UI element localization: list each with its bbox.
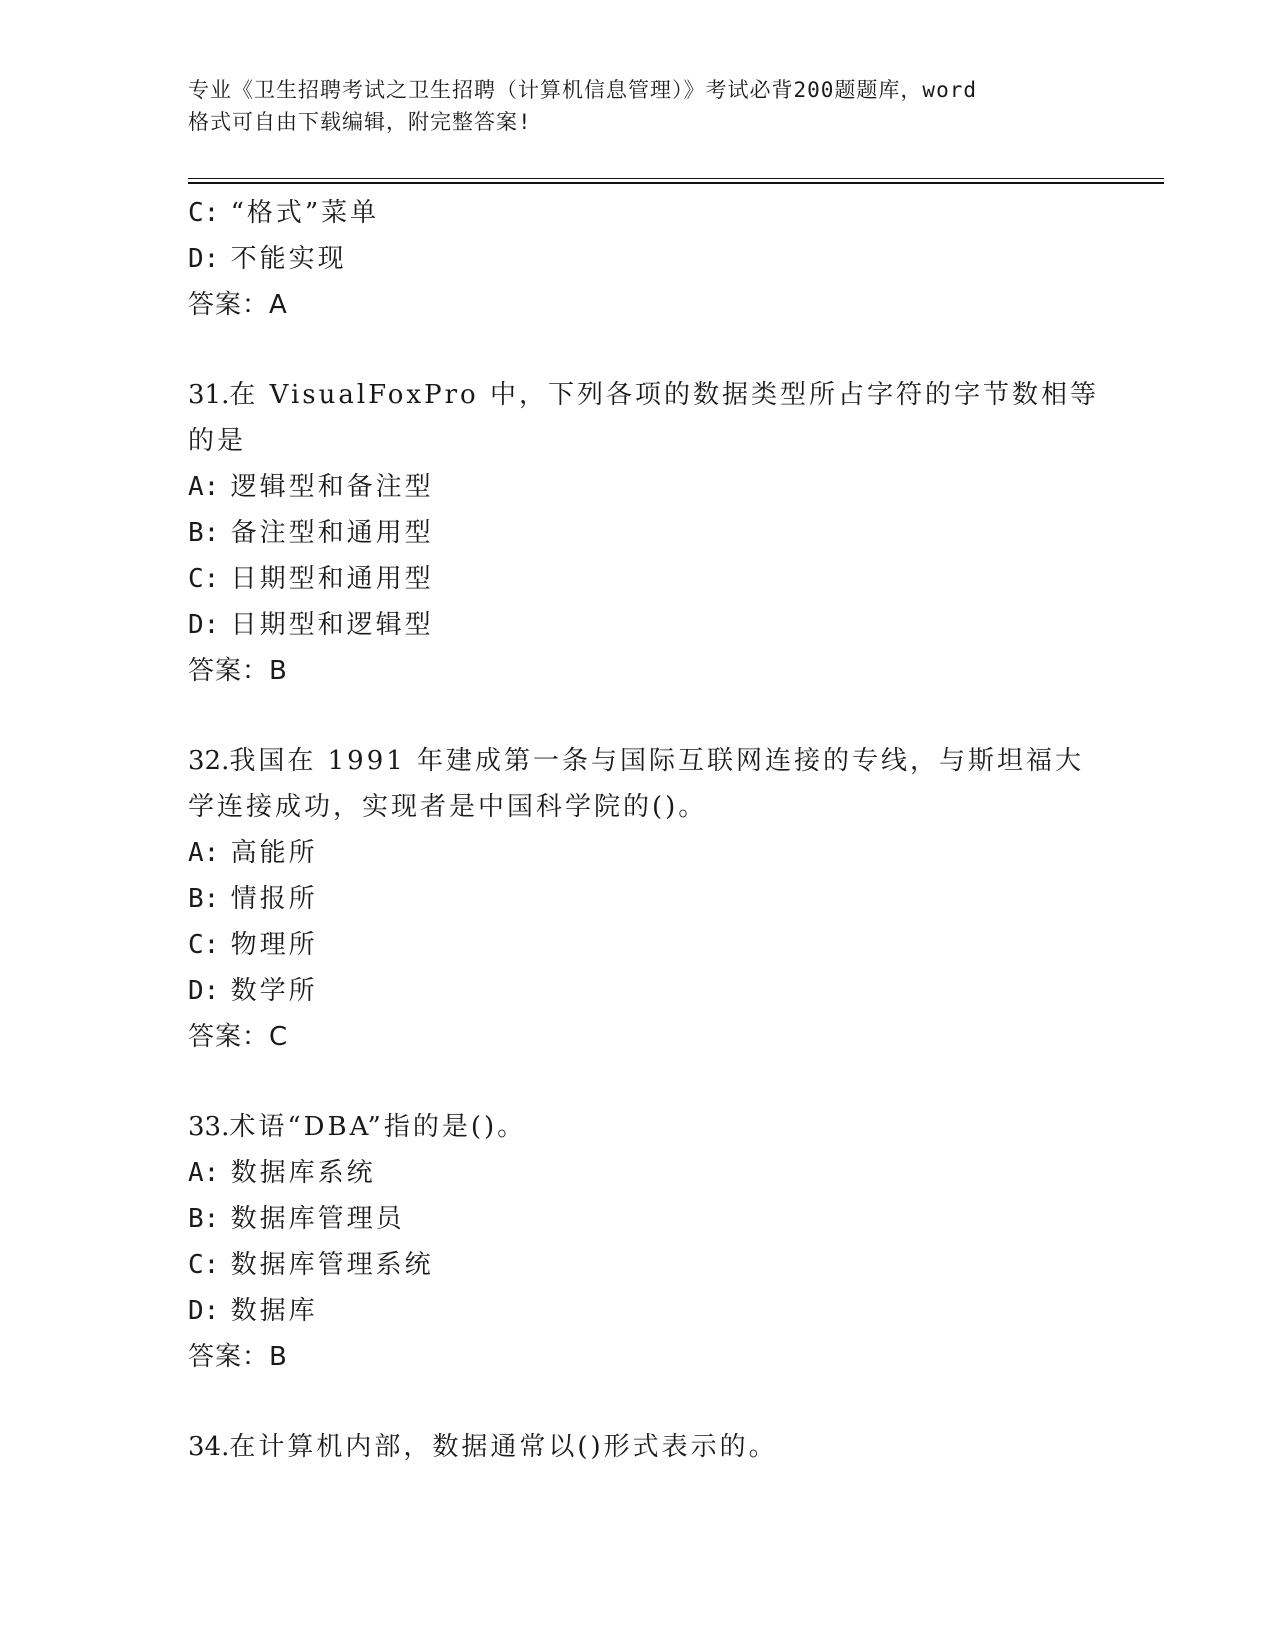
option-b: [188, 510, 1168, 556]
header-line-1: 专业《卫生招聘考试之卫生招聘（计算机信息管理）》考试必背200题题库，word: [188, 78, 977, 102]
option-d: [188, 1288, 1168, 1334]
question-number: 32.: [188, 746, 230, 776]
header-divider-thick: [188, 182, 1164, 184]
option-text: 物理所: [230, 930, 318, 960]
question-stem-line: [188, 1424, 1168, 1470]
question-number: 33.: [188, 1112, 230, 1142]
option-d: [188, 602, 1168, 648]
question-stem-line: [188, 1104, 1168, 1150]
option-a: [188, 464, 1168, 510]
document-header: [188, 74, 1088, 138]
option-a: [188, 1150, 1168, 1196]
question-stem-text: 在计算机内部，数据通常以()形式表示的。: [229, 1432, 778, 1462]
question-stem-line: [188, 372, 1168, 418]
question-33: [188, 1104, 1168, 1380]
option-text: 高能所: [230, 838, 318, 868]
option-c: [188, 190, 1168, 236]
option-text: 日期型和逻辑型: [230, 610, 434, 640]
option-text: 情报所: [230, 884, 318, 914]
question-stem-line: [188, 738, 1168, 784]
header-line-2: 格式可自由下载编辑，附完整答案!: [188, 110, 532, 134]
option-b: [188, 1196, 1168, 1242]
option-text: 日期型和通用型: [230, 564, 434, 594]
option-text: 备注型和通用型: [230, 518, 434, 548]
option-text: 数据库: [230, 1296, 318, 1326]
question-spacer: [188, 1380, 1168, 1424]
option-text: 逻辑型和备注型: [230, 472, 434, 502]
answer-line: 答案：A: [188, 290, 288, 320]
option-d: [188, 968, 1168, 1014]
option-letter: B:: [188, 1204, 220, 1234]
option-text: 数据库管理员: [230, 1204, 405, 1234]
question-32: [188, 738, 1168, 1060]
option-letter: B:: [188, 884, 220, 914]
option-letter: B:: [188, 518, 220, 548]
question-spacer: [188, 1060, 1168, 1104]
question-stem-text: 术语“DBA”指的是()。: [229, 1112, 527, 1142]
question-31: [188, 372, 1168, 694]
option-letter: C:: [188, 198, 220, 228]
answer-line: 答案：C: [188, 1022, 289, 1052]
option-letter: C:: [188, 1250, 220, 1280]
question-stem-text: 我国在 1991 年建成第一条与国际互联网连接的专线，与斯坦福大: [229, 746, 1085, 776]
question-number: 34.: [188, 1432, 230, 1462]
option-c: [188, 556, 1168, 602]
option-a: [188, 830, 1168, 876]
question-34: [188, 1424, 1168, 1470]
answer-line: 答案：B: [188, 656, 288, 686]
option-b: [188, 876, 1168, 922]
option-text: 数据库系统: [230, 1158, 376, 1188]
option-letter: C:: [188, 930, 220, 960]
option-d: [188, 236, 1168, 282]
question-spacer: [188, 694, 1168, 738]
header-divider-thin: [188, 178, 1164, 179]
option-text: “格式”菜单: [230, 198, 380, 228]
option-text: 不能实现: [230, 244, 347, 274]
question-stem-text: 在 VisualFoxPro 中，下列各项的数据类型所占字符的字节数相等: [229, 380, 1099, 410]
option-letter: C:: [188, 564, 220, 594]
option-letter: D:: [188, 610, 220, 640]
question-list: [188, 190, 1168, 1470]
option-letter: A:: [188, 472, 220, 502]
answer-line: 答案：B: [188, 1342, 288, 1372]
prev-question-block: [188, 190, 1168, 328]
option-letter: D:: [188, 244, 220, 274]
option-letter: D:: [188, 976, 220, 1006]
question-stem-line: 学连接成功，实现者是中国科学院的()。: [188, 792, 708, 822]
option-text: 数据库管理系统: [230, 1250, 434, 1280]
question-stem-line: 的是: [188, 426, 247, 456]
option-letter: A:: [188, 838, 220, 868]
option-c: [188, 922, 1168, 968]
question-spacer: [188, 328, 1168, 372]
option-letter: D:: [188, 1296, 220, 1326]
option-text: 数学所: [230, 976, 318, 1006]
question-number: 31.: [188, 380, 230, 410]
option-letter: A:: [188, 1158, 220, 1188]
option-c: [188, 1242, 1168, 1288]
